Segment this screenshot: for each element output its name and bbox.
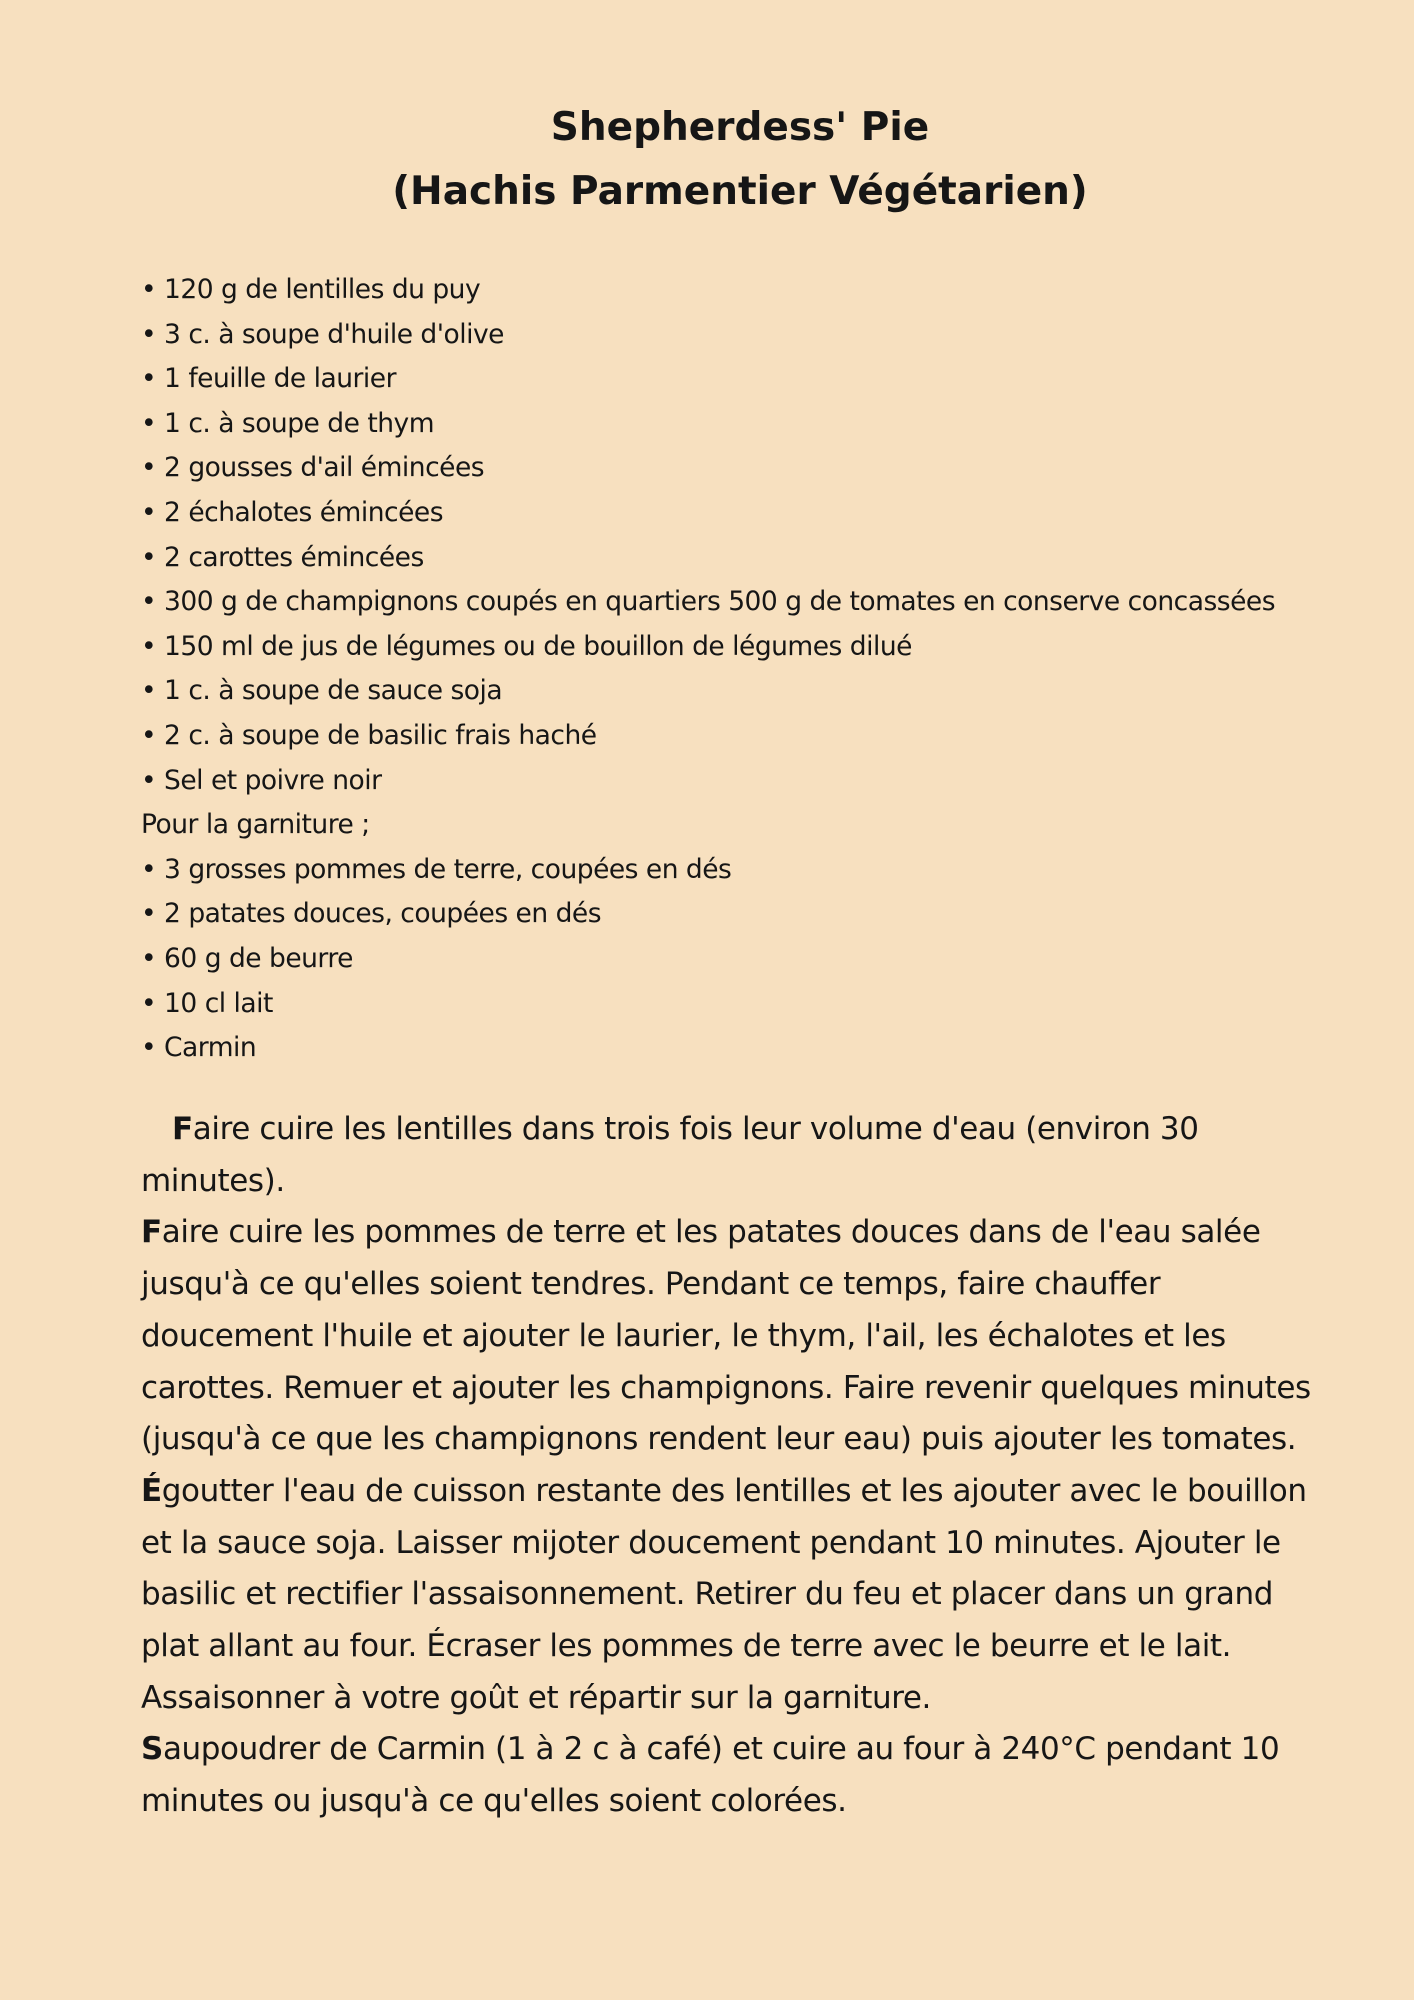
ingredient-item: • 1 c. à soupe de sauce soja xyxy=(141,675,503,707)
ingredient-item: • 60 g de beurre xyxy=(141,942,353,974)
method-section xyxy=(141,1104,1321,1828)
ingredient-item: • 300 g de champignons coupés en quartiers 500 g de tomates en conserve concassées xyxy=(141,586,1276,618)
method-step xyxy=(141,1104,1321,1207)
ingredient-item: • 120 g de lentilles du puy xyxy=(141,274,481,305)
method-step xyxy=(141,1207,1321,1466)
step-text: aire cuire les pommes de terre et les patates douces dans de l'eau salée jusqu'à ce qu'elles soient tendres. Pendant ce temps, faire chauffer doucement l'huile et ajouter le laurier, le thym, l'ail, les échalotes et les carottes. Remuer et ajouter les champignons. Faire revenir quelques minutes (jusqu'à ce que les champignons rendent leur eau) puis ajouter les tomates. xyxy=(141,1214,1311,1458)
step-initial: É xyxy=(141,1472,162,1509)
step-text: aupoudrer de Carmin (1 à 2 c à café) et cuire au four à 240°C pendant 10 minutes ou jusqu'à ce qu'elles soient colorées. xyxy=(141,1731,1280,1820)
ingredient-item: • 1 c. à soupe de thym xyxy=(141,407,435,439)
ingredient-item: • 2 c. à soupe de basilic frais haché xyxy=(141,719,597,751)
ingredient-item: • 2 carottes émincées xyxy=(141,541,424,573)
ingredient-item: • 2 échalotes émincées xyxy=(141,496,444,528)
step-text: goutter l'eau de cuisson restante des lentilles et les ajouter avec le bouillon et la sauce soja. Laisser mijoter doucement pendant 10 minutes. Ajouter le basilic et rectifier l'assaisonnement. Retirer du feu et placer dans un grand plat allant au four. Écraser les pommes de terre avec le beurre et le lait. Assaisonner à votre goût et répartir sur la garniture. xyxy=(141,1472,1307,1716)
recipe-subtitle: (Hachis Parmentier Végétarien) xyxy=(392,169,1088,214)
step-text: aire cuire les lentilles dans trois fois leur volume d'eau (environ 30 minutes). xyxy=(141,1111,1199,1199)
ingredient-item: • 2 gousses d'ail émincées xyxy=(141,452,485,484)
ingredient-item: • Carmin xyxy=(141,1032,257,1064)
ingredient-item: • 1 feuille de laurier xyxy=(141,363,396,395)
ingredient-item: • Sel et poivre noir xyxy=(141,764,382,796)
step-initial: F xyxy=(172,1111,193,1147)
ingredients-list xyxy=(141,268,1391,1071)
step-initial: S xyxy=(141,1731,163,1768)
ingredient-item: • 10 cl lait xyxy=(141,987,273,1019)
recipe-title: Shepherdess' Pie xyxy=(550,105,930,150)
method-step xyxy=(141,1466,1321,1725)
ingredient-item: • 2 patates douces, coupées en dés xyxy=(141,898,601,930)
step-initial: F xyxy=(141,1214,162,1251)
ingredient-item: • 3 grosses pommes de terre, coupées en dés xyxy=(141,853,732,885)
ingredient-item: • 150 ml de jus de légumes ou de bouillon de légumes dilué xyxy=(141,630,912,662)
garnish-heading: Pour la garniture ; xyxy=(141,809,370,841)
ingredient-item: • 3 c. à soupe d'huile d'olive xyxy=(141,318,504,350)
method-step xyxy=(141,1724,1321,1827)
